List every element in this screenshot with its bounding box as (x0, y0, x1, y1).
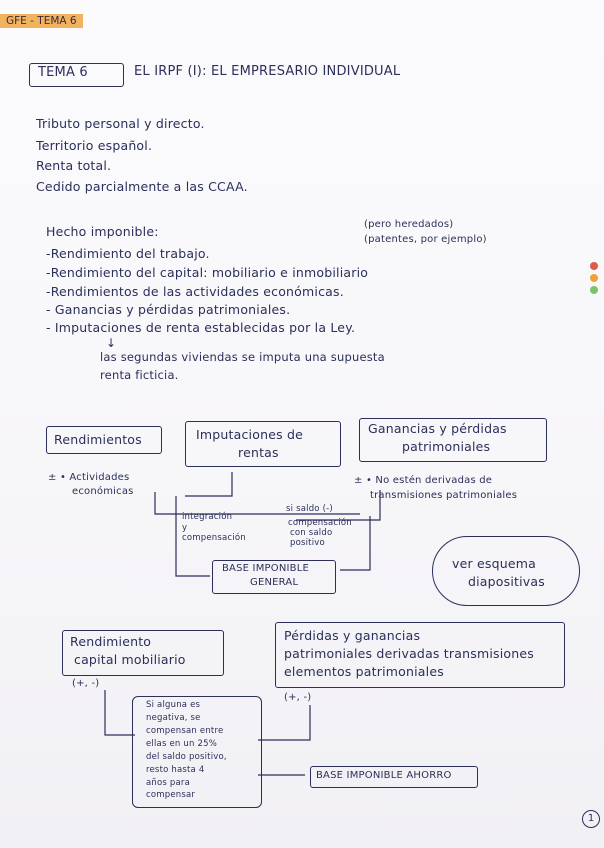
no-derivadas-label-2: transmisiones patrimoniales (370, 490, 518, 501)
sign-label-2: (+, -) (284, 692, 312, 703)
page-title: EL IRPF (I): EL EMPRESARIO INDIVIDUAL (134, 64, 401, 79)
intro-line-2: Territorio español. (36, 138, 153, 153)
note-cloud (432, 536, 580, 606)
ganancias-label-1: Ganancias y pérdidas (368, 421, 507, 436)
perdidas-label-3: elementos patrimoniales (284, 664, 444, 679)
perdidas-label-1: Pérdidas y ganancias (284, 628, 421, 643)
hecho-item-4: - Ganancias y pérdidas patrimoniales. (46, 302, 291, 317)
integracion-label-1: integración (182, 512, 233, 522)
base-ahorro-label: BASE IMPONIBLE AHORRO (316, 770, 452, 781)
hecho-note-1: (pero heredados) (364, 219, 454, 230)
ganancias-label-2: patrimoniales (402, 439, 491, 454)
negativa-line-7: años para (146, 778, 191, 788)
hecho-note-2: (patentes, por ejemplo) (364, 234, 487, 245)
hecho-title: Hecho imponible: (46, 224, 159, 239)
down-arrow-icon: ↓ (106, 336, 117, 350)
hecho-sub-1: las segundas viviendas se imputa una supuesta (100, 350, 385, 364)
hecho-item-1: -Rendimiento del trabajo. (46, 246, 210, 261)
integracion-label-3: compensación (182, 533, 246, 543)
sign-label-1: (+, -) (72, 678, 100, 689)
imputaciones-label-2: rentas (238, 445, 279, 460)
intro-line-4: Cedido parcialmente a las CCAA. (36, 179, 248, 194)
negativa-line-5: del saldo positivo, (146, 752, 227, 762)
perdidas-label-2: patrimoniales derivadas transmisiones (284, 646, 534, 661)
hecho-item-2: -Rendimiento del capital: mobiliario e inmobiliario (46, 265, 369, 280)
rendimiento-capital-label-2: capital mobiliario (74, 652, 186, 667)
intro-line-3: Renta total. (36, 158, 112, 173)
saldo-label-4: positivo (290, 538, 325, 548)
cloud-label-1: ver esquema (452, 556, 536, 571)
hecho-item-5: - Imputaciones de renta establecidas por la Ley. (46, 320, 356, 335)
base-general-label-2: GENERAL (250, 577, 299, 588)
rendimiento-capital-label-1: Rendimiento (70, 634, 152, 649)
base-general-label-1: BASE IMPONIBLE (222, 563, 310, 574)
saldo-label-1: si saldo (-) (286, 504, 333, 514)
negativa-line-6: resto hasta 4 (146, 765, 205, 775)
tema-tag: GFE - TEMA 6 (0, 14, 83, 28)
negativa-line-3: compensan entre (146, 726, 224, 736)
hecho-item-3: -Rendimientos de las actividades económicas. (46, 284, 344, 299)
rendimientos-label: Rendimientos (54, 432, 142, 447)
page-number: 1 (582, 810, 600, 828)
hecho-sub-2: renta ficticia. (100, 368, 179, 382)
negativa-line-4: ellas en un 25% (146, 739, 217, 749)
intro-line-1: Tributo personal y directo. (36, 116, 205, 131)
imputaciones-label-1: Imputaciones de (196, 427, 303, 442)
cloud-label-2: diapositivas (468, 574, 545, 589)
negativa-line-2: negativa, se (146, 713, 201, 723)
actividades-label-1: ± • Actividades (48, 472, 130, 483)
integracion-label-2: y (182, 523, 188, 533)
saldo-label-2: compensación (288, 518, 352, 528)
negativa-line-8: compensar (146, 790, 196, 800)
actividades-label-2: económicas (72, 486, 134, 497)
no-derivadas-label-1: ± • No estén derivadas de (354, 475, 493, 486)
saldo-label-3: con saldo (290, 528, 333, 538)
negativa-line-1: Si alguna es (146, 700, 201, 710)
tema-label: TEMA 6 (38, 65, 88, 80)
